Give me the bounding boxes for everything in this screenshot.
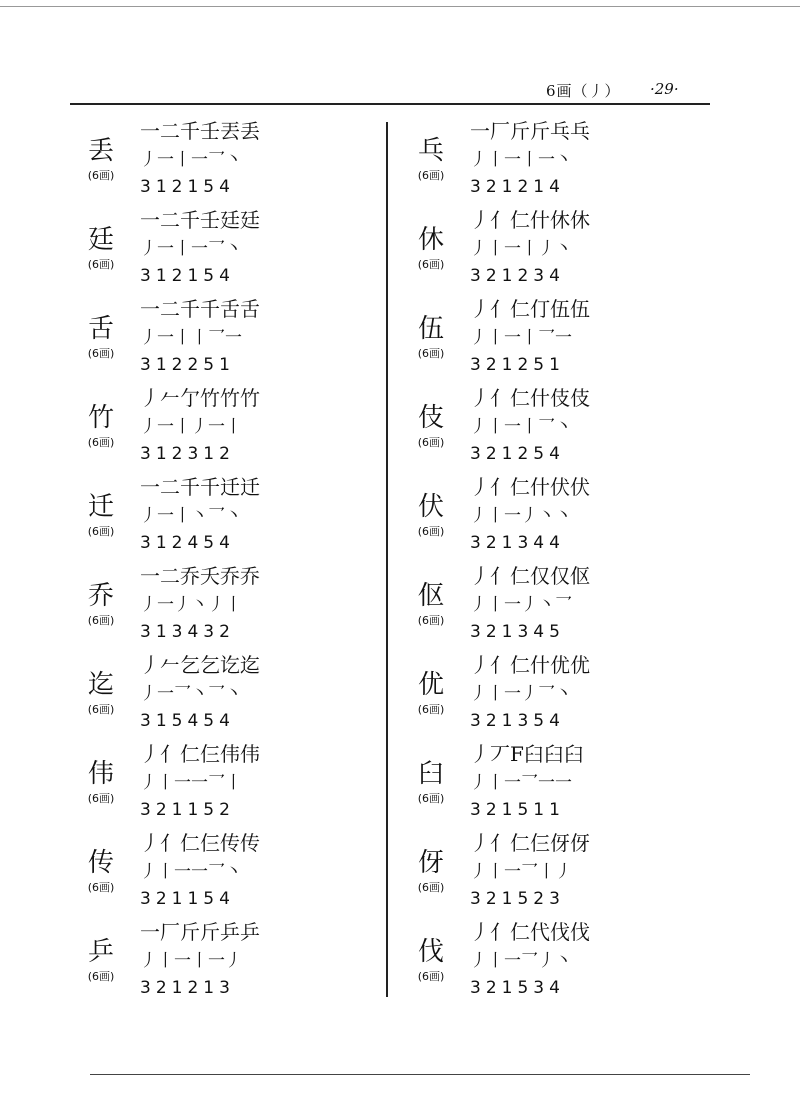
writing-sequence: 一厂斤斤乓乓 <box>470 119 590 143</box>
character-entry <box>408 830 708 920</box>
writing-sequence: 丿亻仁仨伟伟 <box>140 742 260 766</box>
character: 迁 <box>87 492 114 522</box>
stroke-code: 321534 <box>470 978 565 998</box>
stroke-count: (6画) <box>87 347 115 360</box>
stroke-code: 312312 <box>140 444 235 464</box>
stroke-code: 321213 <box>140 978 235 998</box>
stroke-code: 321154 <box>140 889 235 909</box>
stroke-count: (6画) <box>87 614 115 627</box>
stroke-count: (6画) <box>417 258 445 271</box>
writing-sequence: 丿𠂉乞乞讫迄 <box>140 653 260 677</box>
writing-sequence: 一二千壬廷廷 <box>140 208 260 232</box>
stroke-shapes: 丿丨一乛一一 <box>470 773 572 793</box>
stroke-code: 321511 <box>470 800 565 820</box>
stroke-code: 321344 <box>470 533 565 553</box>
character: 伢 <box>417 848 444 878</box>
character: 丢 <box>87 136 114 166</box>
stroke-count: (6画) <box>87 436 115 449</box>
character-entry <box>408 296 708 386</box>
writing-sequence: 丿亻仁什伏伏 <box>470 475 590 499</box>
page-number: ·29· <box>650 80 679 98</box>
header-rule <box>70 103 710 105</box>
stroke-count: (6画) <box>417 881 445 894</box>
stroke-code: 312251 <box>140 355 235 375</box>
character-entry <box>408 474 708 564</box>
character-entry <box>408 563 708 653</box>
stroke-code: 315454 <box>140 711 235 731</box>
stroke-code: 321354 <box>470 711 565 731</box>
stroke-shapes: 丿丨一丿丶丶 <box>470 506 572 526</box>
character-entry <box>78 830 378 920</box>
character: 廷 <box>87 225 114 255</box>
stroke-code: 312154 <box>140 266 235 286</box>
stroke-shapes: 丿丨一乛丨丿 <box>470 862 572 882</box>
stroke-shapes: 丿一丨丨乛一 <box>140 328 242 348</box>
stroke-count: (6画) <box>87 525 115 538</box>
writing-sequence: 一二千千舌舌 <box>140 297 260 321</box>
scan-top-edge <box>0 6 800 7</box>
character-entry <box>408 385 708 475</box>
character-entry <box>78 652 378 742</box>
stroke-shapes: 丿丨一丿乛丶 <box>470 684 572 704</box>
stroke-shapes: 丿一丨丿一丨 <box>140 417 242 437</box>
character-entry <box>408 741 708 831</box>
writing-sequence: 丿𠂉亇竹竹竹 <box>140 386 260 410</box>
writing-sequence: 丿亻仁仨伢伢 <box>470 831 590 855</box>
stroke-shapes: 丿一丨丶乛丶 <box>140 506 242 526</box>
stroke-shapes: 丿一丿丶丿丨 <box>140 595 242 615</box>
stroke-code: 313432 <box>140 622 235 642</box>
character-entry <box>408 652 708 742</box>
stroke-shapes: 丿丨一丨乛丶 <box>470 417 572 437</box>
character-entry <box>78 296 378 386</box>
column-divider <box>386 122 388 997</box>
character: 乔 <box>87 581 114 611</box>
stroke-count: (6画) <box>417 703 445 716</box>
character-entry <box>78 385 378 475</box>
stroke-code: 321214 <box>470 177 565 197</box>
stroke-code: 321251 <box>470 355 565 375</box>
stroke-shapes: 丿丨一丨一丿 <box>140 951 242 971</box>
character: 伛 <box>417 581 444 611</box>
character: 伎 <box>417 403 444 433</box>
stroke-count: (6画) <box>417 347 445 360</box>
stroke-shapes: 丿丨一一乛丨 <box>140 773 242 793</box>
writing-sequence: 丿亻仁仨传传 <box>140 831 260 855</box>
writing-sequence: 一厂斤斤乒乒 <box>140 920 260 944</box>
writing-sequence: 丿亻仁代伐伐 <box>470 920 590 944</box>
character: 迄 <box>87 670 114 700</box>
stroke-count: (6画) <box>417 792 445 805</box>
writing-sequence: 丿亻仁仅仅伛 <box>470 564 590 588</box>
character: 竹 <box>87 403 114 433</box>
writing-sequence: 丿亻仁仃伍伍 <box>470 297 590 321</box>
writing-sequence: 一二千千迁迁 <box>140 475 260 499</box>
stroke-shapes: 丿一丨一乛丶 <box>140 239 242 259</box>
stroke-code: 321234 <box>470 266 565 286</box>
stroke-shapes: 丿丨一丨乛一 <box>470 328 572 348</box>
character-entry <box>78 207 378 297</box>
character-entry <box>78 474 378 564</box>
bottom-rule <box>90 1074 750 1075</box>
character-entry <box>408 207 708 297</box>
character: 休 <box>417 225 444 255</box>
stroke-shapes: 丿丨一一乛丶 <box>140 862 242 882</box>
character: 优 <box>417 670 444 700</box>
stroke-shapes: 丿一丨一乛丶 <box>140 150 242 170</box>
stroke-count: (6画) <box>417 614 445 627</box>
stroke-shapes: 丿丨一乛丿丶 <box>470 951 572 971</box>
stroke-count: (6画) <box>87 881 115 894</box>
character-entry <box>408 118 708 208</box>
stroke-count: (6画) <box>87 258 115 271</box>
stroke-count: (6画) <box>87 970 115 983</box>
character: 伟 <box>87 759 114 789</box>
stroke-code: 312154 <box>140 177 235 197</box>
stroke-count: (6画) <box>87 792 115 805</box>
character: 乓 <box>417 136 444 166</box>
stroke-code: 321254 <box>470 444 565 464</box>
stroke-count: (6画) <box>417 970 445 983</box>
character: 伍 <box>417 314 444 344</box>
character-entry <box>78 919 378 1009</box>
stroke-count: (6画) <box>87 169 115 182</box>
character-entry <box>78 563 378 653</box>
writing-sequence: 一二乔夭乔乔 <box>140 564 260 588</box>
stroke-shapes: 丿丨一丿丶乛 <box>470 595 572 615</box>
stroke-code: 312454 <box>140 533 235 553</box>
character: 乒 <box>87 937 114 967</box>
writing-sequence: 一二千壬丟丢 <box>140 119 260 143</box>
character-entry <box>408 919 708 1009</box>
stroke-shapes: 丿一乛丶乛丶 <box>140 684 242 704</box>
character: 臼 <box>417 759 444 789</box>
character: 伐 <box>417 937 444 967</box>
section-label: 6画（丿） <box>546 82 621 100</box>
stroke-count: (6画) <box>417 436 445 449</box>
character: 伏 <box>417 492 444 522</box>
writing-sequence: 丿亻仁什伎伎 <box>470 386 590 410</box>
stroke-count: (6画) <box>417 525 445 538</box>
stroke-code: 321345 <box>470 622 565 642</box>
page-header <box>70 80 710 100</box>
stroke-count: (6画) <box>417 169 445 182</box>
stroke-count: (6画) <box>87 703 115 716</box>
character: 舌 <box>87 314 114 344</box>
writing-sequence: 丿亻仁什休休 <box>470 208 590 232</box>
stroke-shapes: 丿丨一丨一丶 <box>470 150 572 170</box>
stroke-shapes: 丿丨一丨丿丶 <box>470 239 572 259</box>
character: 传 <box>87 848 114 878</box>
writing-sequence: 丿亻仁什优优 <box>470 653 590 677</box>
stroke-code: 321523 <box>470 889 565 909</box>
character-entry <box>78 118 378 208</box>
writing-sequence: 丿丆F臼臼臼 <box>470 742 584 766</box>
character-entry <box>78 741 378 831</box>
stroke-code: 321152 <box>140 800 235 820</box>
